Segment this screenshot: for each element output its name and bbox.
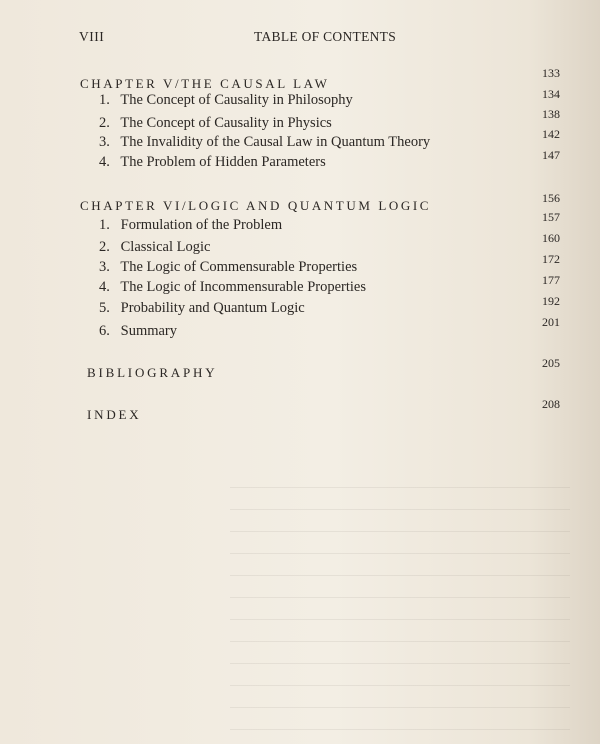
entry-page-number: 201 (542, 315, 560, 329)
toc-entry (99, 154, 326, 171)
toc-entry (99, 134, 430, 151)
toc-entry (99, 259, 357, 276)
chapter-heading: CHAPTER VI/LOGIC AND QUANTUM LOGIC (80, 198, 432, 213)
entry-page-number: 147 (542, 148, 560, 162)
entry-number: 3. (99, 134, 110, 150)
toc-entry (99, 239, 210, 256)
entry-page-number: 142 (542, 127, 560, 141)
entry-number: 4. (99, 279, 110, 295)
entry-title: The Logic of Commensurable Properties (120, 259, 358, 275)
entry-title: The Invalidity of the Causal Law in Quantum Theory (120, 134, 431, 150)
entry-title: Probability and Quantum Logic (120, 300, 305, 316)
entry-title: The Concept of Causality in Physics (120, 115, 332, 131)
running-title: TABLE OF CONTENTS (254, 29, 397, 44)
entry-title: Summary (120, 323, 178, 339)
entry-title: Formulation of the Problem (120, 217, 283, 233)
bibliography-page-number: 205 (542, 356, 560, 370)
entry-page-number: 138 (542, 107, 560, 121)
index-page-number: 208 (542, 397, 560, 411)
entry-title: The Concept of Causality in Philosophy (120, 92, 353, 108)
entry-number: 1. (99, 217, 110, 233)
index-heading: INDEX (87, 407, 142, 422)
page-number: VIII (79, 29, 105, 44)
entry-page-number: 177 (542, 273, 560, 287)
entry-number: 6. (99, 323, 110, 339)
toc-entry (99, 300, 305, 317)
entry-title: Classical Logic (120, 239, 211, 255)
chapter-page-number: 156 (542, 191, 560, 205)
entry-number: 4. (99, 154, 110, 170)
chapter-page-number: 133 (542, 66, 560, 80)
bibliography-heading: BIBLIOGRAPHY (87, 365, 218, 380)
entry-page-number: 157 (542, 210, 560, 224)
entry-page-number: 134 (542, 87, 560, 101)
toc-entry (99, 279, 366, 296)
entry-number: 1. (99, 92, 110, 108)
entry-page-number: 172 (542, 252, 560, 266)
entry-title: The Logic of Incommensurable Properties (120, 279, 366, 295)
toc-entry (99, 217, 282, 234)
entry-title: The Problem of Hidden Parameters (120, 154, 326, 170)
entry-page-number: 192 (542, 294, 560, 308)
show-through-text (230, 470, 570, 730)
entry-number: 2. (99, 115, 110, 131)
toc-entry (99, 323, 177, 340)
entry-number: 5. (99, 300, 110, 316)
toc-entry (99, 115, 332, 132)
entry-number: 2. (99, 239, 110, 255)
entry-number: 3. (99, 259, 110, 275)
entry-page-number: 160 (542, 231, 560, 245)
page-header (0, 29, 600, 49)
chapter-heading: CHAPTER V/THE CAUSAL LAW (80, 76, 330, 91)
toc-entry (99, 92, 353, 109)
